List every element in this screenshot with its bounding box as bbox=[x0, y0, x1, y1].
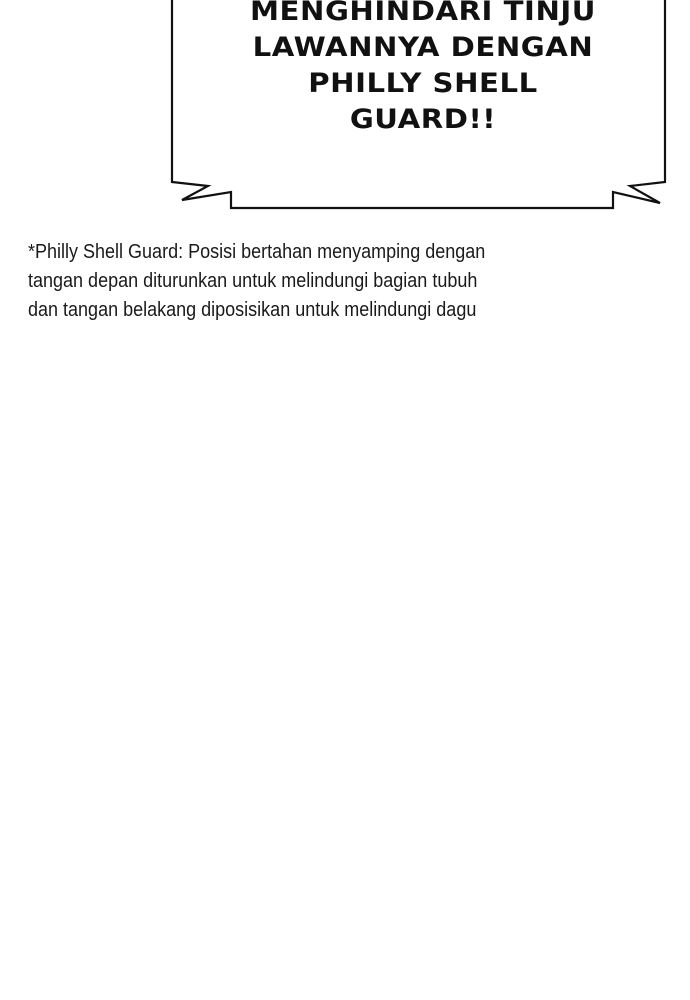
speech-line: LAWANNYA DENGAN bbox=[252, 32, 594, 63]
speech-line: GUARD!! bbox=[349, 104, 497, 135]
translator-footnote bbox=[28, 238, 568, 325]
speech-bubble bbox=[0, 0, 690, 230]
speech-line: PHILLY SHELL bbox=[308, 68, 538, 99]
speech-bubble-text bbox=[223, 0, 623, 138]
footnote-line: tangan depan diturunkan untuk melindungi bagian tubuh bbox=[28, 270, 478, 292]
footnote-line: dan tangan belakang diposisikan untuk melindungi dagu bbox=[28, 299, 477, 321]
speech-line: MENGHINDARI TINJU bbox=[249, 0, 597, 27]
footnote-line: *Philly Shell Guard: Posisi bertahan menyamping dengan bbox=[28, 241, 486, 263]
